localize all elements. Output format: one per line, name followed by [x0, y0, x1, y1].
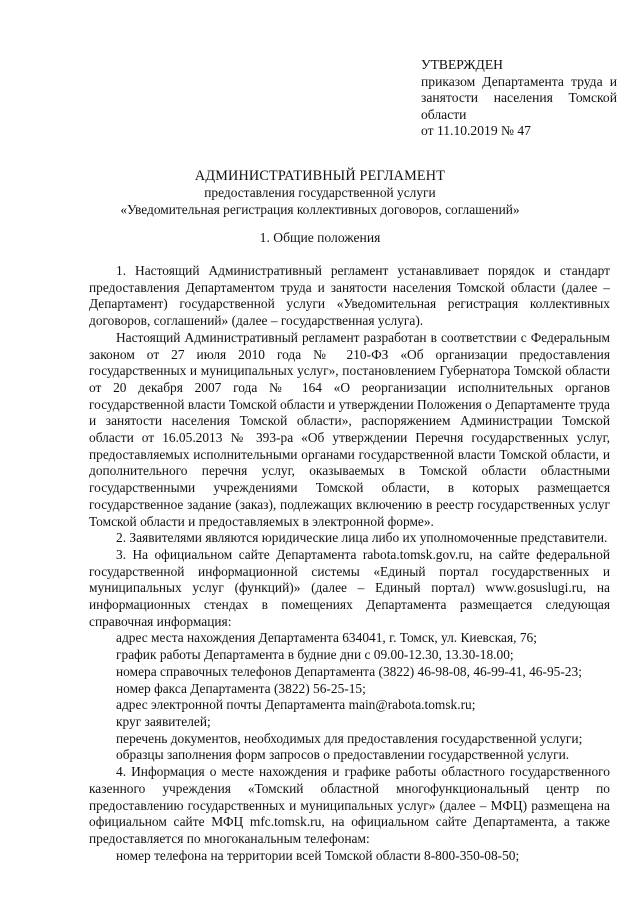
- paragraph-5: 4. Информация о месте нахождения и графике работы областного государственного казенного учреждения «Томский областной многофункциональный центр по предоставлению государственных и муниципальных услуг» (далее – МФЦ) размещена на официальном сайте МФЦ mfc.tomsk.ru, на официальном сайте Департамента, а также предоставляется по многоканальным телефонам:: [89, 764, 610, 846]
- list-item: адрес электронной почты Департамента main@rabota.tomsk.ru;: [116, 697, 476, 713]
- paragraph-2: Настоящий Административный регламент разработан в соответствии с Федеральным законом от 27 июля 2010 года № 210-ФЗ «Об организации предоставления государственных и муниципальных услуг», постановлением Губернатора Томской области от 20 декабря 2007 года № 164 «О реорганизации исполнительных органов государственной власти Томской области и утверждении Положения о Департаменте труда и занятости населения Томской области», распоряжением Администрации Томской области от 16.05.2013 № 393-ра «Об утверждении Перечня государственных услуг, предоставляемых исполнительными органами государственной власти Томской области, и дополнительного перечня услуг, оказываемых в Томской области областными государственными учреждениями Томской области, в которых размещается государственное задание (заказ), подлежащих включению в реестр государственных услуг Томской области и предоставляемых в электронной форме».: [89, 329, 610, 529]
- list-item: перечень документов, необходимых для предоставления государственной услуги;: [116, 730, 583, 746]
- document-subtitle-1: предоставления государственной услуги: [204, 185, 436, 200]
- list-item: номер факса Департамента (3822) 56-25-15;: [116, 680, 366, 696]
- document-title-block: [0, 168, 640, 218]
- approval-date-number: от 11.10.2019 № 47: [421, 123, 531, 139]
- section-heading: 1. Общие положения: [259, 230, 381, 245]
- list-item: график работы Департамента в будние дни с 09.00-12.30, 13.30-18.00;: [116, 647, 514, 663]
- approval-order-line: приказом Департамента труда и: [421, 73, 617, 89]
- list-item: круг заявителей;: [116, 713, 211, 729]
- approval-department-line: занятости населения Томской: [421, 90, 617, 106]
- paragraph-1: 1. Настоящий Административный регламент устанавливает порядок и стандарт предоставления Департаментом труда и занятости населения Томской области (далее – Департамент) государственной услуги «Уведомительная регистрация коллективных договоров, соглашений» (далее – государственная услуга).: [89, 263, 610, 329]
- list-item: образцы заполнения форм запросов о предоставлении государственной услуги.: [116, 747, 570, 763]
- document-body: [89, 263, 610, 864]
- list-item: номера справочных телефонов Департамента (3822) 46-98-08, 46-99-41, 46-95-23;: [116, 663, 582, 679]
- approval-region-line: области: [421, 106, 467, 122]
- approval-heading: УТВЕРЖДЕН: [421, 57, 503, 72]
- list-item: номер телефона на территории всей Томской области 8-800-350-08-50;: [116, 847, 520, 863]
- approval-stamp: [421, 57, 617, 140]
- list-item: адрес места нахождения Департамента 634041, г. Томск, ул. Киевская, 76;: [116, 630, 537, 646]
- paragraph-4: 3. На официальном сайте Департамента rabota.tomsk.gov.ru, на сайте федеральной государственной информационной системы «Единый портал государственных и муниципальных услуг (функций)» (далее – Единый портал) www.gosuslugi.ru, на информационных стендах в помещениях Департамента размещается следующая справочная информация:: [89, 546, 610, 629]
- document-subtitle-2: «Уведомительная регистрация коллективных договоров, соглашений»: [120, 201, 520, 217]
- document-title: АДМИНИСТРАТИВНЫЙ РЕГЛАМЕНТ: [194, 168, 446, 184]
- paragraph-3: 2. Заявителями являются юридические лица либо их уполномоченные представители.: [116, 530, 608, 546]
